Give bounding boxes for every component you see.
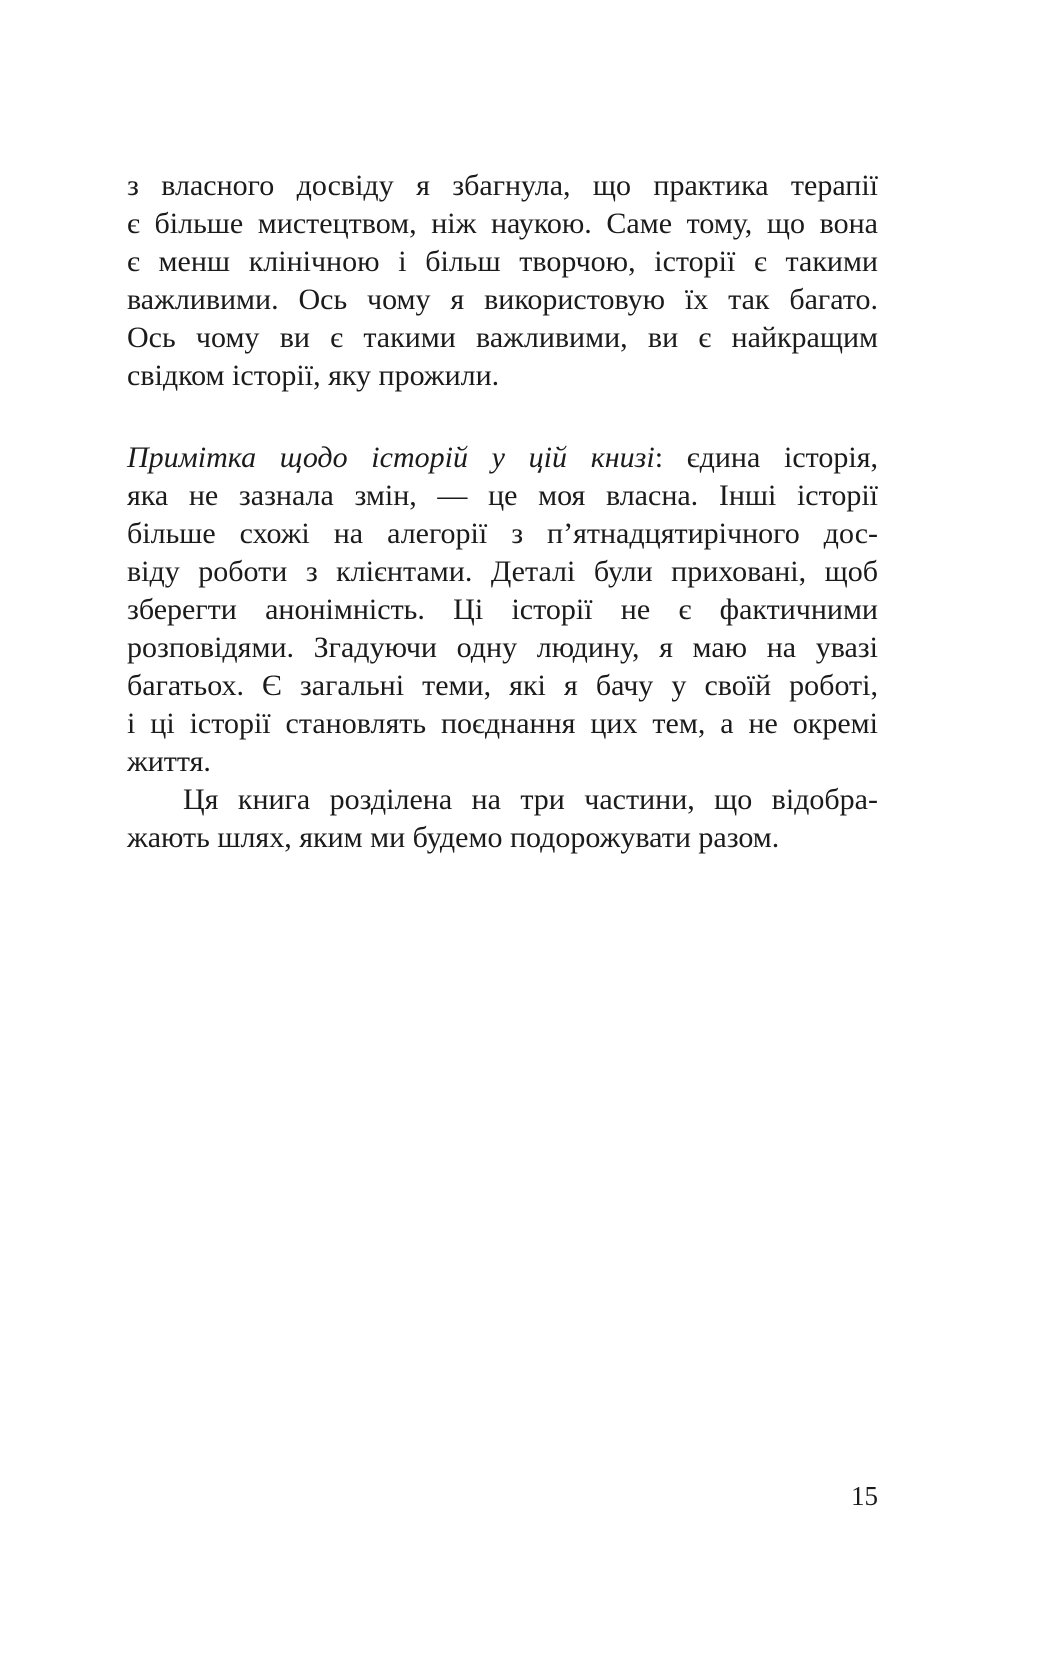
text-segment: віду роботи з клієнтами. Деталі були приховані, щоб [127, 555, 878, 588]
text-segment: свідком історії, яку прожили. [127, 359, 500, 392]
text-segment: зберегти анонімність. Ці історії не є фактичними [127, 593, 878, 626]
text-line [127, 743, 878, 781]
text-segment: жають шлях, яким ми будемо подорожувати разом. [127, 821, 780, 854]
page-text [127, 167, 878, 857]
text-line [127, 477, 878, 515]
page-number: 15 [851, 1481, 878, 1511]
text-line [127, 553, 878, 591]
italic-text-segment: Примітка щодо історій у цій книзі [127, 441, 655, 474]
text-segment: : єдина історія, [654, 441, 878, 474]
text-segment: важливими. Ось чому я використовую їх так багато. [127, 283, 878, 316]
text-line [127, 319, 878, 357]
text-segment: багатьох. Є загальні теми, які я бачу у своїй роботі, [127, 669, 878, 702]
text-segment: і ці історії становлять поєднання цих тем, а не окремі [127, 707, 878, 740]
text-segment: життя. [127, 745, 211, 778]
text-segment: Ось чому ви є такими важливими, ви є найкращим [127, 321, 878, 354]
text-line [127, 705, 878, 743]
text-segment: з власного досвіду я збагнула, що практика терапії [127, 169, 878, 202]
text-line [127, 515, 878, 553]
text-segment: більше схожі на алегорії з п’ятнадцятирічного дос- [127, 517, 878, 550]
text-segment: є більше мистецтвом, ніж наукою. Саме тому, що вона [127, 207, 878, 240]
text-segment: Ця книга розділена на три частини, що відобра- [183, 783, 878, 816]
text-line [127, 667, 878, 705]
paragraph-3 [127, 781, 878, 857]
text-segment: розповідями. Згадуючи одну людину, я маю на увазі [127, 631, 878, 664]
paragraph-2 [127, 439, 878, 781]
text-segment: є менш клінічною і більш творчою, історії є такими [127, 245, 878, 278]
text-line [127, 205, 878, 243]
text-segment: яка не зазнала змін, — це моя власна. Інші історії [127, 479, 878, 512]
text-line [127, 591, 878, 629]
text-line [127, 167, 878, 205]
text-line [127, 629, 878, 667]
text-line [127, 281, 878, 319]
paragraph-1 [127, 167, 878, 395]
text-line [127, 781, 878, 819]
text-line [127, 439, 878, 477]
text-line [127, 243, 878, 281]
text-line [127, 819, 878, 857]
text-line [127, 357, 878, 395]
